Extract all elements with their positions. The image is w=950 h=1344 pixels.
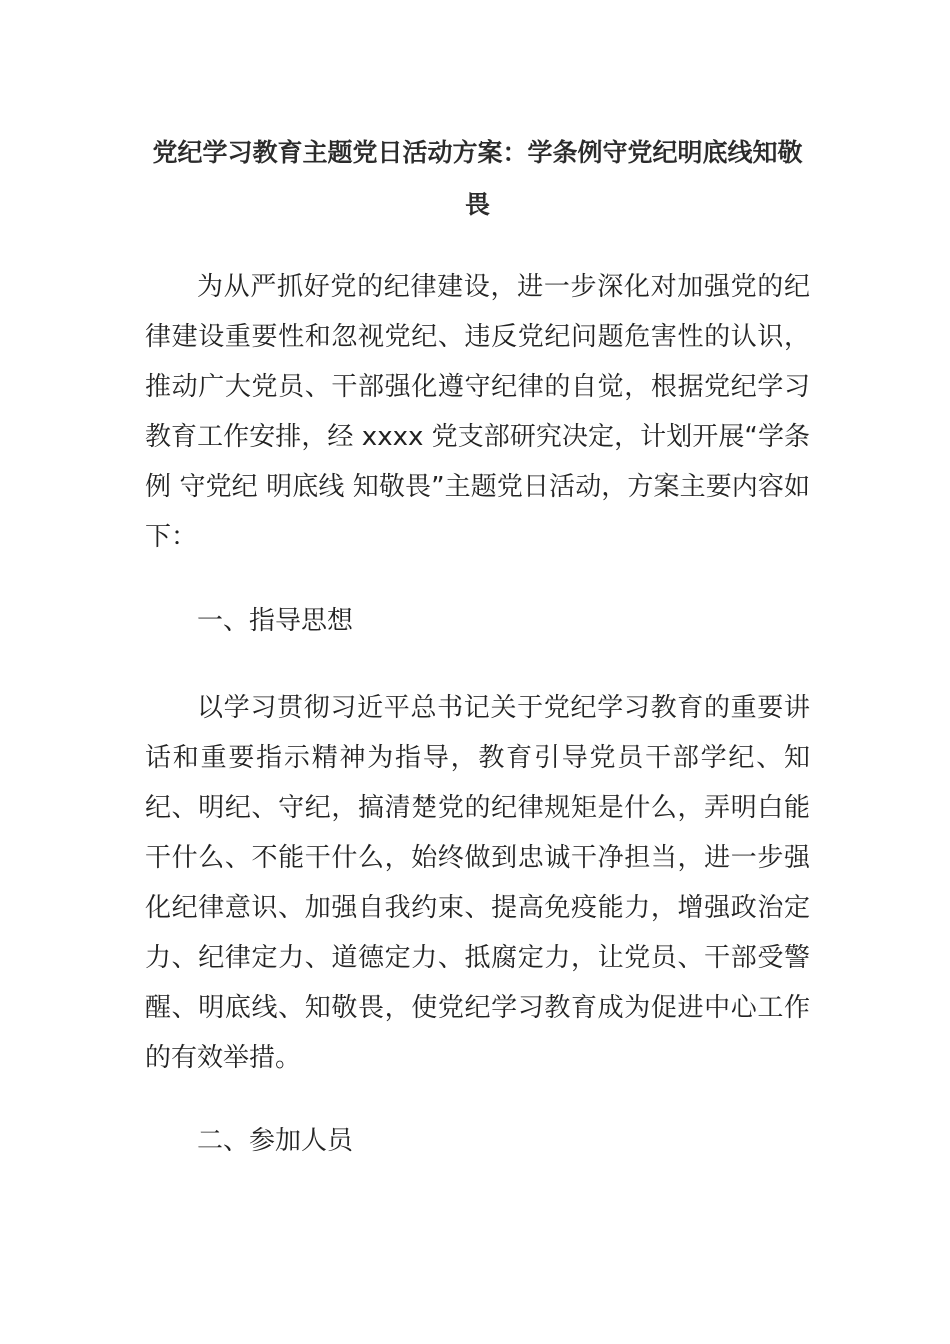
document-title: 党纪学习教育主题党日活动方案：学条例守党纪明底线知敬畏: [152, 138, 803, 219]
section-heading-guiding-ideology: 一、指导思想: [197, 606, 354, 636]
section-heading-participants: 二、参加人员: [197, 1126, 354, 1156]
intro-paragraph: 为从严抓好党的纪律建设，进一步深化对加强党的纪律建设重要性和忽视党纪、违反党纪问题危害性的认识，推动广大党员、干部强化遵守纪律的自觉，根据党纪学习教育工作安排，经 xxxx 党支部研究决定，计划开展“学条例 守党纪 明底线 知敬畏”主题党日活动，方案主要内容如下：: [145, 272, 810, 552]
guiding-ideology-paragraph: 以学习贯彻习近平总书记关于党纪学习教育的重要讲话和重要指示精神为指导，教育引导党员干部学纪、知纪、明纪、守纪，搞清楚党的纪律规矩是什么，弄明白能干什么、不能干什么，始终做到忠诚干净担当，进一步强化纪律意识、加强自我约束、提高免疫能力，增强政治定力、纪律定力、道德定力、抵腐定力，让党员、干部受警醒、明底线、知敬畏，使党纪学习教育成为促进中心工作的有效举措。: [145, 693, 810, 1073]
